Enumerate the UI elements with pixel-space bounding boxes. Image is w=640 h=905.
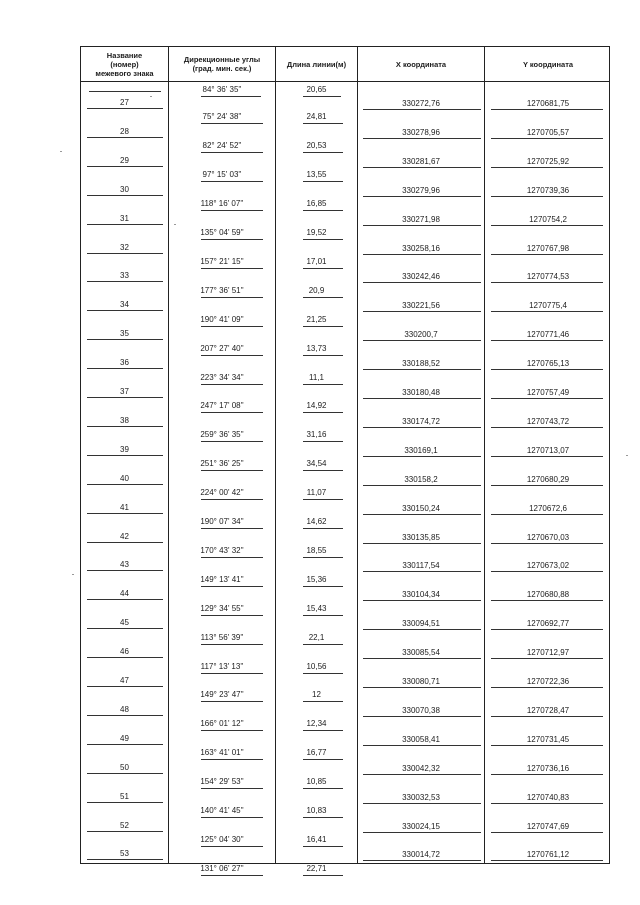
handwritten-rule: [363, 311, 481, 312]
point-name-cell: 46: [120, 647, 129, 657]
handwritten-rule: [363, 543, 481, 544]
direction-angle-cell: 97° 15' 03'': [202, 170, 242, 180]
handwritten-rule: [201, 210, 263, 211]
handwritten-rule: [363, 427, 481, 428]
y-coordinate-cell: 1270774,53: [526, 272, 570, 282]
handwritten-rule: [303, 268, 343, 269]
direction-angle-cell: 190° 07' 34'': [200, 517, 244, 526]
line-length-cell: 12,34: [306, 719, 327, 729]
handwritten-rule: [87, 253, 163, 254]
y-coordinate-cell: 1270680,29: [526, 474, 570, 484]
direction-angle-cell: 157° 21' 15'': [200, 256, 244, 266]
handwritten-rule: [303, 412, 343, 413]
handwritten-rule: [303, 441, 343, 442]
handwritten-rule: [491, 456, 603, 457]
point-name-cell: 39: [120, 444, 129, 454]
point-name-cell: 50: [120, 762, 129, 772]
line-length-cell: 11,1: [309, 372, 324, 382]
x-coordinate-cell: 330032,53: [402, 792, 440, 802]
direction-angle-cell: 131° 06' 27'': [200, 863, 244, 873]
point-name-cell: 36: [120, 358, 129, 368]
handwritten-rule: [303, 586, 343, 587]
scan-speck: [72, 574, 74, 575]
y-coordinate-cell: 1270740,83: [526, 792, 570, 802]
x-coordinate-cell: 330188,52: [402, 359, 440, 369]
x-coordinate-cell: 330014,72: [402, 850, 440, 860]
x-coordinate-cell: 330058,41: [402, 734, 440, 744]
handwritten-rule: [363, 138, 481, 139]
handwritten-rule: [201, 181, 263, 182]
x-coordinate-cell: 330042,32: [402, 763, 440, 773]
handwritten-rule: [303, 673, 343, 674]
line-length-cell: 15,36: [306, 574, 327, 584]
first-segment-angle: 84° 36' 35'': [202, 85, 242, 94]
handwritten-rule: [363, 196, 481, 197]
handwritten-rule: [491, 485, 603, 486]
x-coordinate-cell: 330150,24: [402, 503, 440, 513]
handwritten-rule: [491, 629, 603, 630]
direction-angle-cell: 129° 34' 55'': [200, 603, 244, 613]
handwritten-rule: [491, 687, 603, 688]
y-coordinate-cell: 1270757,49: [526, 388, 570, 397]
direction-angle-cell: 251° 36' 25'': [200, 459, 244, 469]
point-name-cell: 41: [120, 502, 129, 512]
handwritten-rule: [363, 600, 481, 601]
direction-angle-cell: 117° 13' 13'': [200, 661, 244, 671]
line-length-cell: 13,73: [306, 343, 327, 353]
y-coordinate-cell: 1270712,97: [526, 648, 570, 658]
handwritten-rule: [303, 297, 343, 298]
point-name-cell: 38: [120, 415, 129, 425]
line-length-cell: 31,16: [306, 430, 327, 440]
handwritten-rule: [303, 788, 343, 789]
y-coordinate-cell: 1270692,77: [526, 619, 570, 629]
handwritten-rule: [491, 254, 603, 255]
handwritten-rule: [87, 513, 163, 514]
point-name-cell: 53: [120, 849, 129, 859]
y-coordinate-cell: 1270754,2: [529, 214, 567, 224]
handwritten-rule: [491, 225, 603, 226]
handwritten-rule: [201, 730, 263, 731]
handwritten-rule: [201, 152, 263, 153]
handwritten-rule: [363, 456, 481, 457]
y-coordinate-cell: 1270743,72: [526, 416, 570, 426]
handwritten-rule: [87, 281, 163, 282]
scan-speck: [150, 96, 152, 97]
line-length-cell: 10,83: [306, 806, 327, 815]
handwritten-rule: [303, 470, 343, 471]
handwritten-rule: [87, 368, 163, 369]
point-name-cell: 45: [120, 618, 129, 628]
x-coordinate-cell: 330180,48: [402, 388, 440, 397]
direction-angle-cell: 113° 56' 39'': [200, 632, 244, 642]
x-coordinate-cell: 330169,1: [404, 445, 438, 455]
direction-angle-cell: 224° 00' 42'': [200, 488, 244, 498]
scan-speck: [626, 455, 628, 456]
direction-angle-cell: 125° 04' 30'': [200, 834, 244, 844]
handwritten-rule: [87, 744, 163, 745]
direction-angle-cell: 82° 24' 52'': [202, 141, 242, 151]
handwritten-rule: [491, 803, 603, 804]
point-name-cell: 30: [120, 184, 129, 194]
handwritten-rule: [87, 599, 163, 600]
y-coordinate-cell: 1270747,69: [526, 821, 570, 831]
first-segment-length: 20,65: [306, 85, 327, 94]
line-length-cell: 21,25: [306, 314, 327, 324]
point-name-cell: 33: [120, 271, 129, 281]
line-length-cell: 11,07: [306, 488, 327, 498]
point-name-cell: 48: [120, 704, 129, 714]
handwritten-rule: [87, 542, 163, 543]
handwritten-rule: [363, 398, 481, 399]
handwritten-rule: [201, 759, 263, 760]
x-coordinate-cell: 330174,72: [402, 416, 440, 426]
line-length-cell: 34,54: [306, 459, 327, 469]
handwritten-rule: [303, 615, 343, 616]
handwritten-rule: [303, 239, 343, 240]
scan-speck: [60, 151, 62, 152]
line-length-cell: 19,52: [306, 228, 327, 237]
boundary-points-table: [80, 46, 610, 873]
scan-speck: [174, 224, 176, 225]
handwritten-rule: [491, 282, 603, 283]
handwritten-rule: [491, 340, 603, 341]
y-coordinate-cell: 1270775,4: [529, 301, 567, 311]
handwritten-rule: [87, 686, 163, 687]
direction-angle-cell: 140° 41' 45'': [200, 806, 244, 815]
x-coordinate-cell: 330158,2: [404, 474, 438, 484]
direction-angle-cell: 177° 36' 51'': [200, 285, 244, 295]
handwritten-rule: [363, 629, 481, 630]
x-coordinate-cell: 330281,67: [402, 156, 440, 166]
x-coordinate-cell: 330080,71: [402, 677, 440, 686]
point-name-cell: 44: [120, 589, 129, 599]
y-coordinate-cell: 1270761,12: [526, 850, 570, 860]
line-length-cell: 20,53: [306, 141, 327, 151]
handwritten-rule: [87, 802, 163, 803]
line-length-cell: 17,01: [306, 256, 327, 266]
x-coordinate-cell: 330200,7: [404, 330, 438, 340]
direction-angle-cell: 247° 17' 08'': [200, 401, 244, 411]
point-name-cell: 43: [120, 560, 129, 570]
direction-angle-cell: 207° 27' 40'': [200, 343, 244, 353]
handwritten-rule: [201, 615, 263, 616]
handwritten-rule: [87, 715, 163, 716]
handwritten-rule: [201, 644, 263, 645]
y-coordinate-cell: 1270739,36: [526, 185, 570, 195]
handwritten-rule: [87, 859, 163, 860]
handwritten-rule: [201, 268, 263, 269]
handwritten-rule: [491, 860, 603, 861]
line-length-cell: 12: [312, 690, 321, 700]
point-name-cell: 37: [120, 387, 129, 396]
x-coordinate-cell: 330258,16: [402, 243, 440, 253]
x-coordinate-cell: 330271,98: [402, 214, 440, 224]
point-name-cell: 35: [120, 329, 129, 339]
handwritten-rule: [491, 196, 603, 197]
x-coordinate-cell: 330221,56: [402, 301, 440, 311]
handwritten-rule: [87, 657, 163, 658]
handwritten-rule: [201, 586, 263, 587]
handwritten-rule: [87, 628, 163, 629]
line-length-cell: 15,43: [306, 603, 327, 613]
direction-angle-cell: 259° 36' 35'': [200, 430, 244, 440]
handwritten-rule: [363, 109, 481, 110]
line-length-cell: 16,85: [306, 199, 327, 209]
handwritten-rule: [303, 644, 343, 645]
handwritten-rule: [363, 167, 481, 168]
handwritten-rule: [87, 831, 163, 832]
header-y-coordinate: Y координата: [522, 59, 574, 69]
handwritten-rule: [491, 369, 603, 370]
handwritten-rule: [303, 730, 343, 731]
handwritten-rule: [363, 485, 481, 486]
y-coordinate-cell: 1270728,47: [526, 705, 570, 715]
y-coordinate-cell: 1270765,13: [526, 359, 570, 369]
point-name-cell: 42: [120, 531, 129, 541]
handwritten-rule: [87, 108, 163, 109]
y-coordinate-cell: 1270705,57: [526, 127, 570, 137]
handwritten-rule: [363, 254, 481, 255]
line-length-cell: 13,55: [306, 170, 327, 180]
handwritten-rule: [201, 875, 263, 876]
handwritten-rule: [491, 514, 603, 515]
y-coordinate-cell: 1270722,36: [526, 677, 570, 686]
x-coordinate-cell: 330085,54: [402, 648, 440, 658]
x-coordinate-cell: 330094,51: [402, 619, 440, 629]
y-coordinate-cell: 1270771,46: [526, 330, 570, 340]
handwritten-rule: [303, 846, 343, 847]
handwritten-rule: [303, 123, 343, 124]
point-name-cell: 29: [120, 155, 129, 165]
handwritten-rule: [303, 557, 343, 558]
line-length-cell: 14,62: [306, 517, 327, 526]
handwritten-rule: [303, 384, 343, 385]
handwritten-rule: [201, 239, 263, 240]
handwritten-rule: [87, 310, 163, 311]
handwritten-rule: [491, 658, 603, 659]
handwritten-rule: [363, 225, 481, 226]
direction-angle-cell: 166° 01' 12'': [200, 719, 244, 729]
handwritten-rule: [363, 774, 481, 775]
header-x-coordinate: X координата: [395, 59, 447, 69]
handwritten-rule: [303, 152, 343, 153]
handwritten-rule: [303, 759, 343, 760]
point-name-cell: 40: [120, 473, 129, 483]
line-length-cell: 14,92: [306, 401, 327, 411]
direction-angle-cell: 118° 16' 07'': [200, 199, 244, 209]
direction-angle-cell: 75° 24' 38'': [202, 112, 242, 122]
line-length-cell: 20,9: [308, 285, 325, 295]
handwritten-rule: [491, 138, 603, 139]
handwritten-rule: [303, 181, 343, 182]
handwritten-rule: [201, 297, 263, 298]
handwritten-rule: [491, 600, 603, 601]
handwritten-rule: [363, 514, 481, 515]
y-coordinate-cell: 1270731,45: [526, 734, 570, 744]
line-length-cell: 16,77: [306, 748, 327, 758]
handwritten-rule: [491, 774, 603, 775]
handwritten-rule: [491, 311, 603, 312]
y-coordinate-cell: 1270767,98: [526, 243, 570, 253]
y-coordinate-cell: 1270681,75: [526, 99, 570, 108]
handwritten-rule: [201, 355, 263, 356]
handwritten-rule: [303, 817, 343, 818]
handwritten-rule: [491, 832, 603, 833]
line-length-cell: 10,56: [306, 661, 327, 671]
line-length-cell: 16,41: [306, 834, 327, 844]
handwritten-rule: [303, 499, 343, 500]
handwritten-rule: [491, 716, 603, 717]
handwritten-rule: [201, 701, 263, 702]
handwritten-rule: [363, 832, 481, 833]
header-direction-angle: Дирекционные углы (град. мин. сек.): [183, 55, 261, 73]
handwritten-rule: [201, 470, 263, 471]
handwritten-rule: [87, 426, 163, 427]
handwritten-rule: [201, 412, 263, 413]
handwritten-rule: [363, 282, 481, 283]
y-coordinate-cell: 1270672,6: [529, 503, 567, 513]
handwritten-rule: [87, 455, 163, 456]
handwritten-rule: [201, 123, 263, 124]
direction-angle-cell: 163° 41' 01'': [200, 748, 244, 758]
direction-angle-cell: 154° 29' 53'': [200, 777, 244, 787]
handwritten-rule: [363, 860, 481, 861]
handwritten-rule: [491, 167, 603, 168]
handwritten-rule: [201, 326, 263, 327]
handwritten-rule: [303, 210, 343, 211]
handwritten-rule: [201, 557, 263, 558]
handwritten-rule: [363, 687, 481, 688]
handwritten-rule: [363, 803, 481, 804]
point-name-cell: 47: [120, 676, 129, 685]
handwritten-rule: [87, 397, 163, 398]
handwritten-rule: [363, 340, 481, 341]
handwritten-rule: [87, 166, 163, 167]
x-coordinate-cell: 330104,34: [402, 590, 440, 600]
handwritten-rule: [87, 224, 163, 225]
direction-angle-cell: 149° 23' 47'': [200, 690, 244, 700]
point-name-cell: 27: [120, 98, 129, 107]
x-coordinate-cell: 330278,96: [402, 127, 440, 137]
direction-angle-cell: 223° 34' 34'': [200, 372, 244, 382]
handwritten-rule: [491, 571, 603, 572]
direction-angle-cell: 135° 04' 59'': [200, 228, 244, 237]
handwritten-rule: [201, 528, 263, 529]
x-coordinate-cell: 330117,54: [402, 561, 440, 571]
handwritten-rule: [303, 355, 343, 356]
handwritten-rule: [87, 484, 163, 485]
line-length-cell: 24,81: [306, 112, 327, 122]
handwritten-rule: [303, 875, 343, 876]
direction-angle-cell: 149° 13' 41'': [200, 574, 244, 584]
header-line-length: Длина линии(м): [286, 59, 347, 69]
point-name-cell: 49: [120, 733, 129, 743]
handwritten-rule: [303, 701, 343, 702]
line-length-cell: 22,71: [306, 863, 327, 873]
handwritten-rule: [491, 427, 603, 428]
line-length-cell: 10,85: [306, 777, 327, 787]
handwritten-rule: [363, 658, 481, 659]
handwritten-rule: [87, 137, 163, 138]
y-coordinate-cell: 1270725,92: [526, 156, 570, 166]
line-length-cell: 18,55: [306, 545, 327, 555]
handwritten-rule: [303, 326, 343, 327]
handwritten-rule: [201, 788, 263, 789]
handwritten-rule: [201, 96, 261, 97]
handwritten-rule: [201, 384, 263, 385]
handwritten-rule: [363, 716, 481, 717]
handwritten-rule: [363, 571, 481, 572]
y-coordinate-cell: 1270673,02: [526, 561, 570, 571]
point-name-cell: 28: [120, 126, 129, 136]
handwritten-rule: [87, 339, 163, 340]
handwritten-rule: [201, 499, 263, 500]
direction-angle-cell: 170° 43' 32'': [200, 545, 244, 555]
y-coordinate-cell: 1270736,16: [526, 763, 570, 773]
table-header-row: [81, 47, 609, 82]
y-coordinate-cell: 1270670,03: [526, 532, 570, 542]
handwritten-rule: [201, 673, 263, 674]
x-coordinate-cell: 330070,38: [402, 705, 440, 715]
handwritten-rule: [201, 846, 263, 847]
header-point-name: Название (номер) межевого знака: [95, 50, 154, 78]
handwritten-rule: [201, 817, 263, 818]
x-coordinate-cell: 330135,85: [402, 532, 440, 542]
handwritten-rule: [87, 195, 163, 196]
point-name-cell: 31: [120, 213, 129, 223]
x-coordinate-cell: 330272,76: [402, 99, 440, 108]
handwritten-rule: [363, 369, 481, 370]
handwritten-rule: [363, 745, 481, 746]
x-coordinate-cell: 330024,15: [402, 821, 440, 831]
handwritten-rule: [491, 109, 603, 110]
handwritten-rule: [491, 398, 603, 399]
y-coordinate-cell: 1270713,07: [526, 445, 570, 455]
handwritten-rule: [303, 96, 341, 97]
handwritten-rule: [491, 745, 603, 746]
point-name-cell: 32: [120, 242, 129, 252]
point-name-cell: 51: [120, 791, 129, 801]
direction-angle-cell: 190° 41' 09'': [200, 314, 244, 324]
y-coordinate-cell: 1270680,88: [526, 590, 570, 600]
handwritten-rule: [491, 543, 603, 544]
point-name-cell: 52: [120, 820, 129, 830]
handwritten-rule: [303, 528, 343, 529]
handwritten-rule: [89, 91, 161, 92]
x-coordinate-cell: 330242,46: [402, 272, 440, 282]
handwritten-rule: [87, 773, 163, 774]
handwritten-rule: [201, 441, 263, 442]
x-coordinate-cell: 330279,96: [402, 185, 440, 195]
line-length-cell: 22,1: [308, 632, 325, 642]
handwritten-rule: [87, 570, 163, 571]
point-name-cell: 34: [120, 300, 129, 310]
